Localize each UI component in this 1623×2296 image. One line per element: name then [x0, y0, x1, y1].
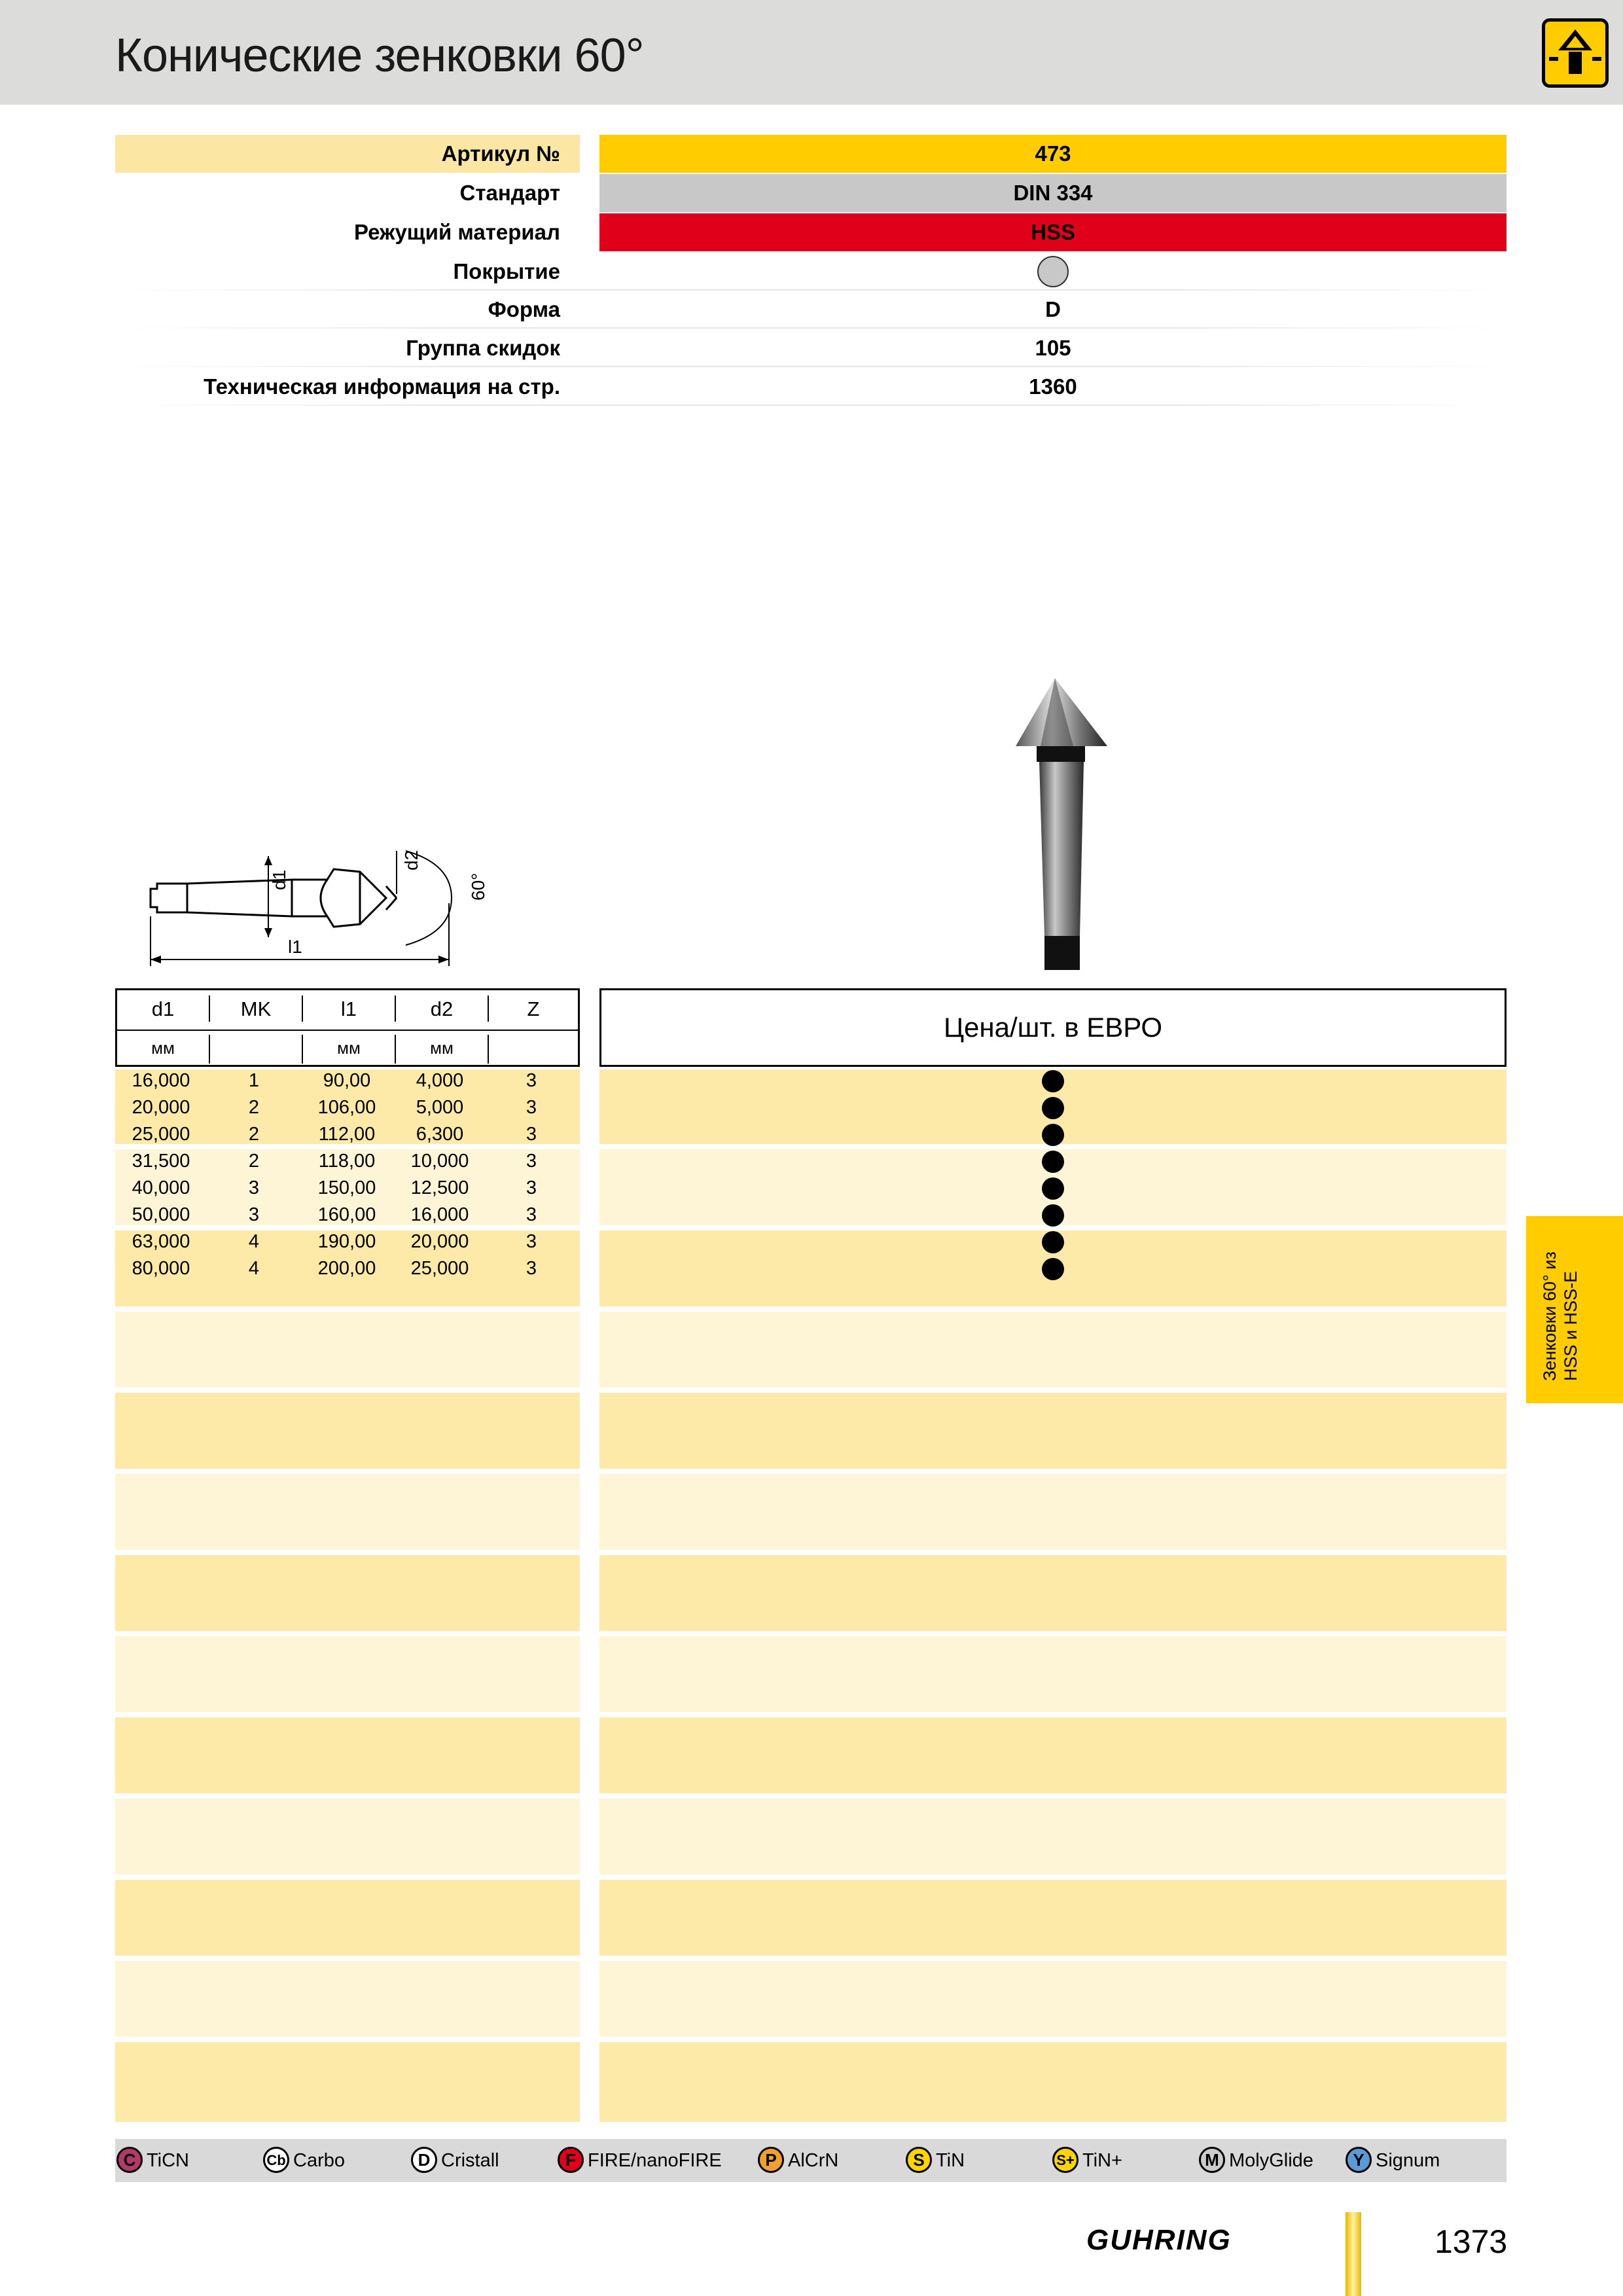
legend-item-tinplus	[1052, 2139, 1122, 2182]
side-tab-label: Зенковки 60° из HSS и HSS-E	[1540, 1251, 1580, 1381]
cell-l1: 106,00	[317, 1097, 376, 1118]
col-unit: мм	[337, 1038, 361, 1058]
legend-label: TiN	[936, 2150, 965, 2171]
col-header: d2	[430, 997, 454, 1020]
col-header: MK	[240, 997, 272, 1020]
spec-row-discount	[115, 329, 1507, 367]
legend-label: FIRE/nanoFIRE	[588, 2150, 722, 2171]
countersink-logo-icon	[1542, 18, 1609, 88]
cell-d1: 25,000	[132, 1124, 190, 1145]
cell-l1: 150,00	[317, 1177, 376, 1198]
spec-value	[599, 253, 1507, 291]
cell-d2: 25,000	[410, 1258, 469, 1279]
table-band	[599, 1799, 1507, 1874]
cell-l1: 112,00	[318, 1124, 376, 1145]
legend-item-fire	[558, 2139, 722, 2182]
brand-logo: GUHRING	[1086, 2224, 1232, 2256]
spec-value: 1360	[1029, 374, 1077, 399]
cell-d2: 12,500	[410, 1177, 469, 1198]
table-row	[115, 1229, 580, 1255]
spec-value: DIN 334	[599, 174, 1507, 212]
divider	[302, 996, 303, 1022]
l1-label: l1	[288, 937, 302, 957]
coating-badge-icon: Y	[1346, 2147, 1372, 2173]
divider	[302, 1035, 303, 1064]
spec-label: Техническая информация на стр.	[204, 374, 560, 399]
col-header: d1	[151, 997, 175, 1020]
legend-item-carbo	[263, 2139, 345, 2182]
coating-badge-icon: P	[758, 2147, 784, 2173]
cell-z: 3	[526, 1097, 537, 1118]
divider	[209, 1035, 210, 1064]
spec-label: Артикул №	[115, 135, 580, 173]
cell-mk: 4	[248, 1231, 260, 1252]
table-band	[115, 1799, 580, 1874]
table-band	[115, 1961, 580, 2037]
col-header: Z	[527, 997, 540, 1020]
table-band	[599, 1312, 1507, 1388]
filled-dot-icon	[1042, 1204, 1064, 1227]
cell-d1: 80,000	[132, 1258, 190, 1279]
spec-label: Стандарт	[459, 181, 560, 205]
spec-row-standard	[115, 174, 1507, 212]
legend-label: Cristall	[441, 2150, 499, 2171]
technical-drawing	[137, 825, 582, 975]
cell-d2: 5,000	[416, 1097, 464, 1118]
filled-dot-icon	[1042, 1124, 1064, 1146]
table-band	[115, 1474, 580, 1550]
coating-legend	[115, 2139, 1507, 2182]
table-band	[599, 2042, 1507, 2122]
legend-item-ticn	[116, 2139, 189, 2182]
table-row	[115, 1121, 580, 1148]
cell-l1: 118,00	[318, 1151, 376, 1172]
col-unit: мм	[151, 1038, 175, 1058]
legend-label: TiN+	[1082, 2150, 1122, 2171]
table-band	[599, 1474, 1507, 1550]
cell-d2: 6,300	[416, 1124, 464, 1145]
coating-badge-icon: Cb	[263, 2147, 289, 2173]
cell-z: 3	[526, 1070, 537, 1091]
spec-row-coating	[115, 253, 1507, 291]
table-row	[115, 1202, 580, 1229]
spec-row-form	[115, 291, 1507, 329]
cell-d1: 40,000	[132, 1177, 190, 1198]
divider	[117, 1030, 578, 1031]
col-header: l1	[340, 997, 357, 1020]
page-title: Конические зенковки 60°	[115, 29, 644, 82]
filled-dot-icon	[1042, 1177, 1064, 1200]
legend-item-signum	[1346, 2139, 1440, 2182]
spec-value: 105	[1035, 336, 1071, 360]
cell-d1: 50,000	[132, 1204, 190, 1225]
table-row	[115, 1067, 580, 1094]
uncoated-circle-icon	[1037, 256, 1069, 287]
coating-badge-icon: D	[411, 2147, 437, 2173]
table-band	[115, 1636, 580, 1712]
table-band	[115, 1312, 580, 1388]
legend-label: TiCN	[147, 2150, 189, 2171]
cell-mk: 3	[248, 1204, 260, 1225]
table-row	[115, 1148, 580, 1175]
cell-d1: 16,000	[132, 1070, 190, 1091]
legend-label: AlCrN	[788, 2150, 839, 2171]
cell-d1: 20,000	[132, 1097, 190, 1118]
table-band	[599, 1555, 1507, 1631]
divider	[115, 327, 1507, 329]
divider	[488, 996, 489, 1022]
filled-dot-icon	[1042, 1097, 1064, 1119]
cell-mk: 2	[248, 1097, 260, 1118]
coating-badge-icon: S	[906, 2147, 932, 2173]
cell-mk: 2	[248, 1151, 260, 1172]
table-band	[599, 1636, 1507, 1712]
table-band	[115, 1555, 580, 1631]
cell-l1: 190,00	[317, 1231, 376, 1252]
cell-z: 3	[526, 1258, 537, 1279]
legend-label: Signum	[1376, 2150, 1440, 2171]
page-header	[0, 0, 1623, 105]
spec-row-article	[115, 135, 1507, 173]
cell-l1: 200,00	[317, 1258, 376, 1279]
cell-z: 3	[526, 1204, 537, 1225]
cell-mk: 2	[248, 1124, 260, 1145]
d1-label: d1	[269, 869, 289, 890]
angle-label: 60°	[468, 872, 488, 901]
legend-label: Carbo	[293, 2150, 345, 2171]
cell-l1: 90,00	[323, 1070, 371, 1091]
table-row	[115, 1175, 580, 1202]
table-band	[599, 1393, 1507, 1469]
spec-label: Режущий материал	[353, 220, 560, 244]
coating-badge-icon: C	[116, 2147, 143, 2173]
coating-badge-icon: M	[1199, 2147, 1225, 2173]
table-band	[115, 1393, 580, 1469]
spec-label: Форма	[488, 297, 560, 321]
table-band	[115, 1717, 580, 1793]
divider	[115, 366, 1507, 367]
table-band	[115, 2042, 580, 2122]
cell-l1: 160,00	[317, 1204, 376, 1225]
table-row	[115, 1255, 580, 1282]
cell-d2: 20,000	[410, 1231, 469, 1252]
table-band	[599, 1880, 1507, 1956]
divider	[115, 404, 1507, 406]
table-band	[115, 1880, 580, 1956]
divider	[395, 1035, 396, 1064]
cell-d2: 16,000	[410, 1204, 469, 1225]
cell-mk: 1	[248, 1070, 260, 1091]
cell-mk: 4	[248, 1258, 260, 1279]
coating-badge-icon: F	[558, 2147, 584, 2173]
d2-label: d2	[401, 850, 421, 870]
divider	[209, 996, 210, 1022]
legend-item-cristall	[411, 2139, 499, 2182]
legend-item-alcrn	[758, 2139, 838, 2182]
divider	[395, 996, 396, 1022]
spec-value: 473	[599, 135, 1507, 173]
filled-dot-icon	[1042, 1151, 1064, 1173]
filled-dot-icon	[1042, 1070, 1064, 1092]
cell-d1: 63,000	[132, 1231, 190, 1252]
footer-accent-bar	[1346, 2212, 1361, 2296]
spec-value: D	[1045, 297, 1061, 321]
cell-z: 3	[526, 1151, 537, 1172]
col-unit: мм	[430, 1038, 454, 1058]
divider	[488, 1035, 489, 1064]
page-number: 1373	[1435, 2223, 1508, 2260]
table-band	[599, 1717, 1507, 1793]
spec-label: Покрытие	[453, 259, 560, 283]
cell-mk: 3	[248, 1177, 260, 1198]
spec-row-material	[115, 213, 1507, 251]
price-header: Цена/шт. в ЕВРО	[599, 988, 1507, 1067]
cell-d1: 31,500	[132, 1151, 190, 1172]
spec-value: HSS	[599, 213, 1507, 251]
product-photo	[1008, 674, 1113, 975]
cell-d2: 10,000	[410, 1151, 469, 1172]
cell-z: 3	[526, 1231, 537, 1252]
legend-label: MolyGlide	[1229, 2150, 1313, 2171]
cell-z: 3	[526, 1177, 537, 1198]
legend-item-molyglide	[1199, 2139, 1313, 2182]
filled-dot-icon	[1042, 1258, 1064, 1280]
cell-d2: 4,000	[416, 1070, 464, 1091]
filled-dot-icon	[1042, 1231, 1064, 1253]
dimensions-table-header	[115, 988, 580, 1067]
coating-badge-icon: S+	[1052, 2147, 1079, 2173]
table-band	[599, 1961, 1507, 2037]
spec-row-techinfo	[115, 368, 1507, 406]
cell-z: 3	[526, 1124, 537, 1145]
spec-label: Группа скидок	[406, 336, 560, 360]
legend-item-tin	[906, 2139, 965, 2182]
table-row	[115, 1094, 580, 1121]
